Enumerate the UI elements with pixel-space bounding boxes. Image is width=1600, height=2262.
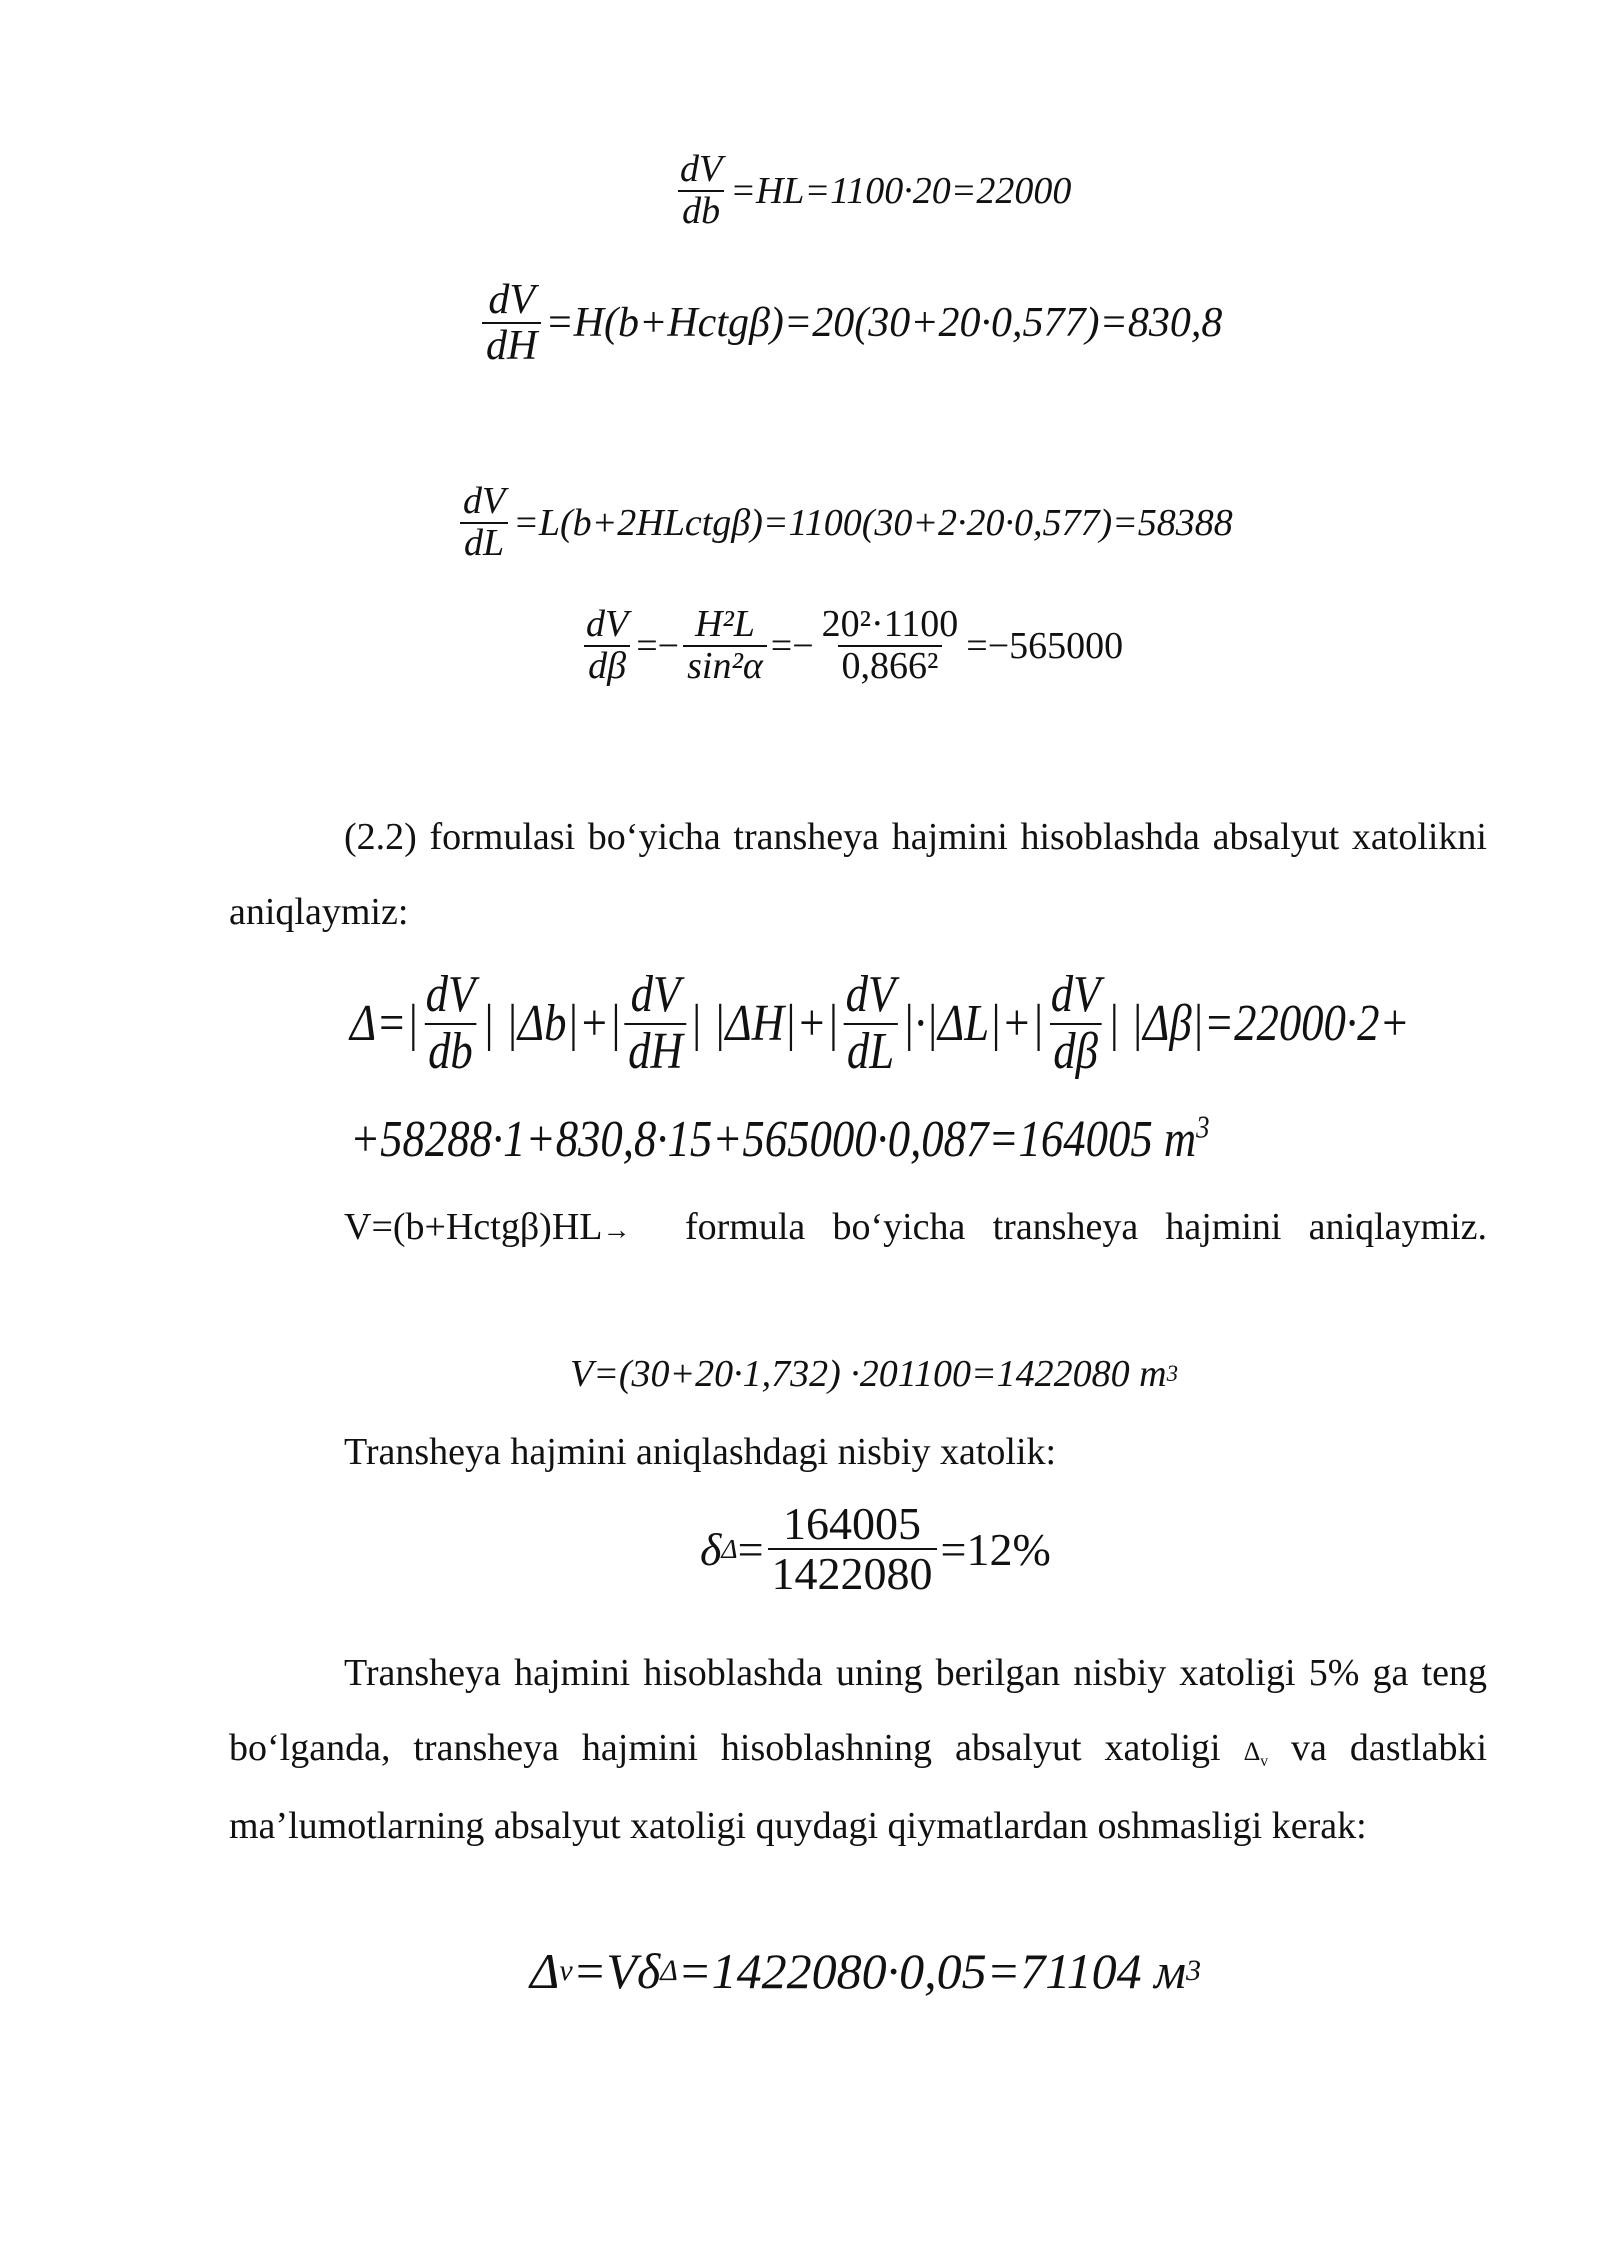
fraction-numerator: dV [586,603,629,645]
fraction-term4 [1047,968,1104,1079]
fraction-denominator: 0,866² [838,645,943,687]
fraction-relative-error [768,1500,937,1599]
equation-mid: =Vδ [572,1943,661,1999]
paragraph-abs-error-intro [229,800,1487,950]
delta-symbol: Δ [1243,1736,1261,1766]
abs-error-lead: Δ=| [350,995,419,1053]
delta-symbol: Δ [530,1943,560,1999]
paragraph-text: formula bo‘yicha transheya hajmini aniqlaymiz. [685,1206,1487,1248]
fraction-term1 [422,968,479,1079]
delta-v-symbol [1243,1736,1269,1770]
equation-rhs: =H(b+Hctgβ)=20(30+20·0,577)=830,8 [545,300,1223,347]
paragraph-text: va dastlabki ma’lumotlarning absalyut xatoligi quydagi qiymatlardan oshmasligi kerak: [229,1727,1488,1847]
fraction-numerator: dV [1050,966,1101,1023]
equation-result: =1422080·0,05=71104 м [677,1943,1187,1999]
unit: m [1163,1111,1197,1168]
volume-formula: V=(b+Hctgβ)HL [344,1206,603,1248]
equals-minus: =− [636,624,680,667]
paragraph-relative-error [229,1415,1487,1490]
fraction-numerator: dV [680,148,723,190]
fraction-denominator: dL [460,522,508,564]
fraction-term2 [625,968,687,1079]
paragraph-text: (2.2) formulasi bo‘yicha transheya hajmini hisoblashda absalyut xatolikni aniqlaymiz: [229,816,1487,933]
equation-dv-dbeta [578,605,1123,687]
fraction-numerator: dV [425,966,476,1023]
fraction-dv-db [676,150,726,232]
fraction-term3 [842,968,899,1079]
fraction-denominator: dH [482,322,541,368]
fraction-dv-dl [459,482,509,564]
equation-result: =−565000 [966,624,1124,667]
paragraph-volume-formula-text [685,1190,1487,1265]
equation-dv-dl [455,482,1233,564]
fraction-dv-dh [482,278,541,368]
equals-minus: =− [770,624,814,667]
fraction-denominator: db [678,190,724,232]
fraction-numeric [818,605,963,687]
fraction-h2l-sin2a [683,605,767,687]
equation-abs-error-line2 [350,1110,1350,1169]
term2-tail: | |ΔH|+| [689,995,839,1053]
fraction-numerator: H²L [694,603,755,645]
equation-dv-db [672,150,1071,232]
equation-abs-error-line1 [350,968,1582,1079]
fraction-denominator: db [425,1023,477,1080]
fraction-numerator: dV [630,966,681,1023]
equation-rhs: =HL=1100·20=22000 [730,169,1072,212]
equals: = [737,1523,764,1575]
fraction-denominator: dL [843,1023,897,1080]
fraction-numerator: dV [845,966,896,1023]
equation-dv-dh [478,278,1222,368]
fraction-dv-dbeta [582,605,632,687]
volume-calc-text: V=(30+20·1,732) ·201100=1422080 m [570,1353,1167,1395]
equation-final: Δ v =Vδ Δ =1422080·0,05=71104 м 3 [530,1943,1202,1999]
equation-volume-calc: V=(30+20·1,732) ·201100=1422080 m 3 [570,1353,1178,1395]
term3-tail: |·|ΔL|+| [902,995,1044,1053]
abs-error-result: +58288·1+830,8·15+565000·0,087=164005 [350,1111,1153,1168]
fraction-numerator: dV [463,480,506,522]
arrow-icon: → [602,1215,631,1246]
fraction-denominator: dβ [584,645,630,687]
equation-rhs: =L(b+2HLctgβ)=1100(30+2·20·0,577)=58388 [513,501,1233,544]
term1-tail: | |Δb|+| [482,995,622,1053]
delta-subscript: v [1260,1752,1269,1770]
fraction-denominator: dβ [1050,1023,1102,1080]
equation-result: =12% [940,1523,1051,1575]
equation-relative-error: δ Δ = $\frac{164005}{1422080}$ =12% [700,1498,1051,1600]
term4-tail: | |Δβ|=22000·2+ [1107,995,1410,1053]
fraction-denominator: dH [625,1023,687,1080]
fraction-numerator: dV [488,277,535,323]
fraction-numerator: 20²·1100 [821,603,959,645]
paragraph-allowed-error [229,1636,1487,1864]
paragraph-text: Transheya hajmini hisoblashda uning berilgan nisbiy xatoligi 5% ga teng bo‘lganda, transheya hajmini hisoblashning absalyut xatoligi [229,1652,1487,1769]
fraction-numerator: 164005 [783,1498,922,1549]
paragraph-text: Transheya hajmini aniqlashdagi nisbiy xatolik: [344,1431,1057,1473]
fraction-denominator: 1422080 [768,1548,937,1598]
delta-symbol: δ [700,1523,722,1575]
fraction-denominator: sin²α [683,645,767,687]
unit-exponent: 3 [1196,1109,1210,1145]
